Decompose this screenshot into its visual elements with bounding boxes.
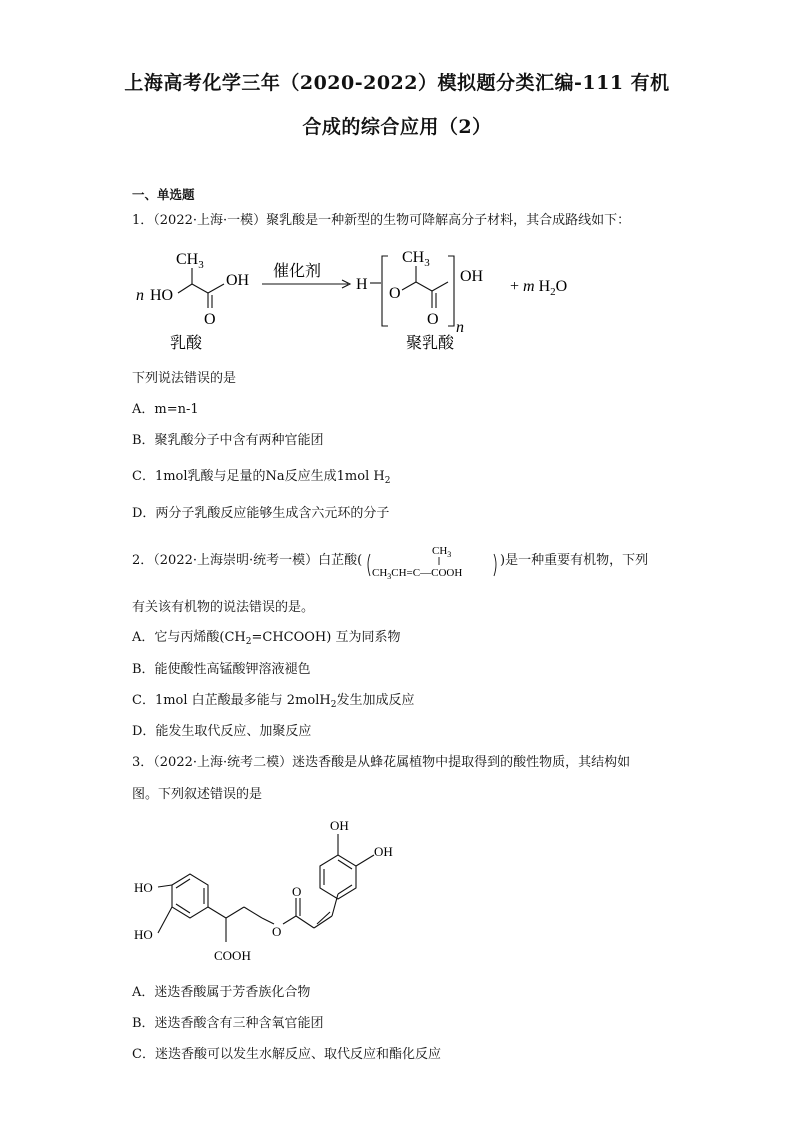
oh-terminal: OH	[460, 268, 484, 285]
q1-option-d: D．两分子乳酸反应能够生成含六元环的分子	[132, 506, 390, 521]
q3-stem-line1: 3．（2022·上海·统考二模）迷迭香酸是从蜂花属植物中提取得到的酸性物质，其结构如	[132, 755, 631, 770]
ho-left-upper: HO	[134, 880, 153, 895]
q2-stem-line2: 有关该有机物的说法错误的是。	[132, 600, 315, 615]
lactic-acid-structure	[136, 251, 250, 328]
carbonyl-oxygen-polymer: O	[427, 311, 439, 328]
polylactic-acid-label: 聚乳酸	[406, 333, 455, 352]
ester-oxygen: O	[389, 285, 401, 302]
q2-option-c-text: C．1mol 白芷酸最多能与 2molH	[132, 693, 331, 708]
rosmarinic-acid-structure	[128, 812, 418, 977]
oh-right: OH	[374, 844, 393, 859]
formula-main-chain: $CH_3CH=C—COOH$	[372, 567, 463, 580]
oh-group: OH	[226, 272, 250, 289]
q1-option-a: A．m=n-1	[132, 402, 199, 417]
repeat-n: n	[456, 319, 464, 336]
q1-stem: 1．（2022·上海·一模）聚乳酸是一种新型的生物可降解高分子材料，其合成路线如下：	[132, 213, 631, 228]
section-heading: 一、单选题	[132, 187, 195, 202]
formula-ch3-branch: $CH_3$	[432, 545, 452, 559]
carbonyl-oxygen: O	[204, 311, 216, 328]
angelic-acid-formula	[364, 540, 500, 580]
q2-option-c-text2: 发生加成反应	[336, 693, 415, 708]
q1-option-c-text: C．1mol乳酸与足量的Na反应生成1mol H	[132, 469, 385, 484]
catalyst-label: 催化剂	[273, 261, 322, 280]
q2-stem-part2: )是一种重要有机物，下列	[500, 553, 649, 568]
q1-prompt: 下列说法错误的是	[132, 371, 237, 386]
cooh-group: COOH	[214, 948, 251, 963]
q3-option-a: A．迷迭香酸属于芳香族化合物	[132, 985, 311, 1000]
coefficient-n: n	[136, 287, 144, 304]
water-byproduct: + m $H_2O$	[510, 278, 568, 298]
h-terminal: H	[356, 276, 368, 293]
q1-option-c	[132, 468, 390, 490]
q2-option-a	[132, 629, 400, 651]
ester-o: O	[272, 924, 282, 939]
ho-group: HO	[150, 287, 174, 304]
q2-option-c-sub: 2	[330, 700, 337, 710]
q3-option-c: C．迷迭香酸可以发生水解反应、取代反应和酯化反应	[132, 1047, 441, 1062]
ch3-group: $CH_3$	[176, 251, 204, 271]
q2-option-a-sub: 2	[245, 637, 252, 647]
carbonyl-o: O	[292, 884, 302, 899]
polylactic-acid-structure	[356, 249, 567, 336]
q2-option-c	[132, 692, 414, 714]
page-title-line2: 合成的综合应用（2）	[302, 116, 492, 138]
q2-stem-part1: 2．（2022·上海崇明·统考一模）白芷酸(	[132, 553, 363, 568]
lactic-acid-label: 乳酸	[170, 333, 203, 352]
q1-reaction-diagram	[130, 238, 600, 358]
q3-option-b: B．迷迭香酸含有三种含氧官能团	[132, 1016, 324, 1031]
q3-stem-line2: 图。下列叙述错误的是	[132, 787, 263, 802]
q2-option-d: D．能发生取代反应、加聚反应	[132, 724, 312, 739]
q2-option-a-text: A．它与丙烯酸(CH	[132, 630, 246, 645]
reaction-arrow	[262, 261, 350, 288]
q1-option-b: B．聚乳酸分子中含有两种官能团	[132, 433, 324, 448]
q1-option-c-sub: 2	[384, 476, 391, 486]
ch3-group-polymer: $CH_3$	[402, 249, 430, 269]
q2-option-a-text2: =CHCOOH) 互为同系物	[251, 630, 401, 645]
ho-left-lower: HO	[134, 927, 153, 942]
oh-top: OH	[330, 818, 349, 833]
q2-option-b: B．能使酸性高锰酸钾溶液褪色	[132, 662, 311, 677]
page-title-line1: 上海高考化学三年（2020-2022）模拟题分类汇编-111 有机	[124, 72, 670, 94]
